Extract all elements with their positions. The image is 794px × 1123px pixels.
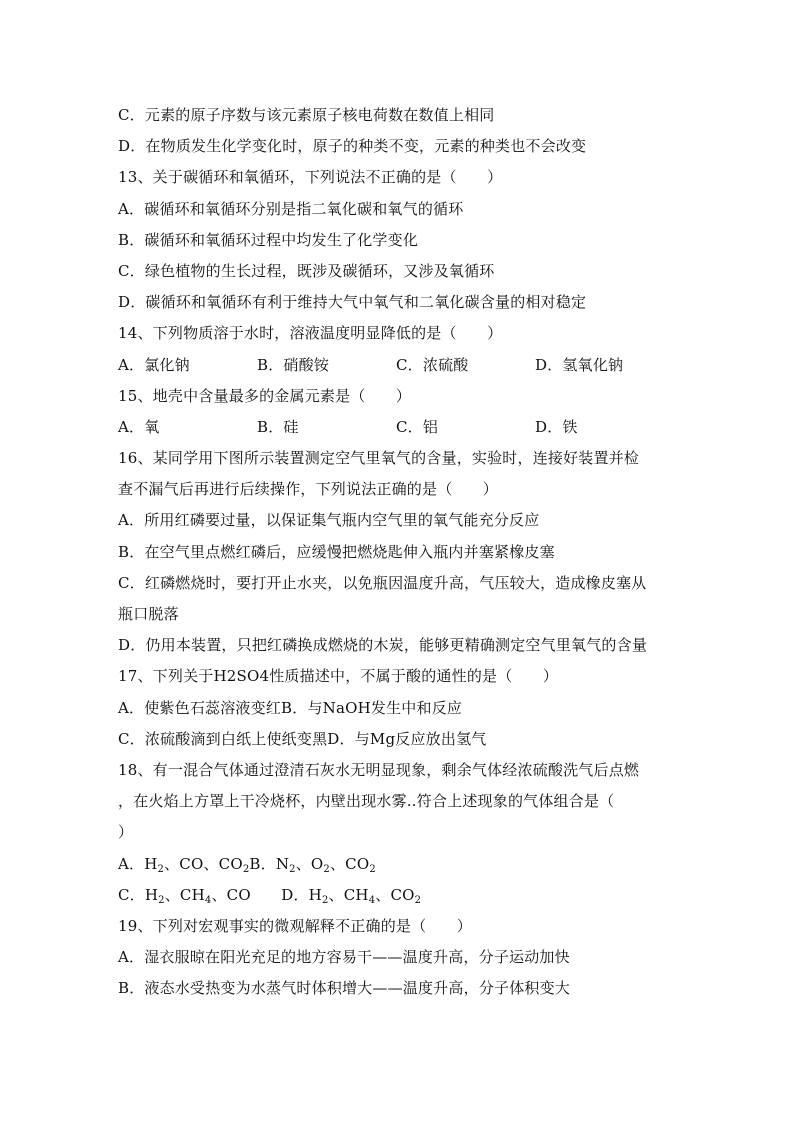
q13-stem: 13、关于碳循环和氧循环，下列说法不正确的是（ ） (118, 168, 503, 187)
q19-option-b: B．液态水受热变为水蒸气时体积增大——温度升高，分子体积变大 (118, 979, 571, 998)
q15-option-c: C．铝 (396, 417, 439, 436)
q15-option-b: B．硅 (257, 417, 299, 436)
q18-stem-line2: ，在火焰上方罩上干冷烧杯，内壁出现水雾..符合上述现象的气体组合是（ (118, 792, 615, 811)
q16-stem-line2: 查不漏气后再进行后续操作，下列说法正确的是（ ） (118, 480, 499, 499)
question-text (118, 100, 678, 1004)
q14-option-a: A．氯化钠 (118, 355, 190, 374)
q16-option-c-line2: 瓶口脱落 (118, 605, 179, 623)
q18-options-cd: C．$H_2$、$CH_4$、CO D．$H_2$、$CH_4$、$CO_2$ (118, 885, 422, 906)
q16-option-d: D．仍用本装置，只把红磷换成燃烧的木炭，能够更精确测定空气里氧气的含量 (118, 636, 648, 655)
q13-option-b: B．碳循环和氧循环过程中均发生了化学变化 (118, 230, 419, 249)
q19-option-a: A．湿衣服晾在阳光充足的地方容易干——温度升高，分子运动加快 (118, 948, 570, 967)
q18-stem-line3: ） (118, 823, 134, 842)
q14-option-b: B．硝酸铵 (257, 355, 330, 374)
q15-option-d: D．铁 (535, 417, 578, 436)
q13-option-a: A．碳循环和氧循环分别是指二氧化碳和氧气的循环 (118, 199, 464, 218)
q14-stem: 14、下列物质溶于水时，溶液温度明显降低的是（ ） (118, 324, 503, 343)
q13-option-c: C．绿色植物的生长过程，既涉及碳循环，又涉及氧循环 (118, 261, 495, 280)
q18-stem-line1: 18、有一混合气体通过澄清石灰水无明显现象，剩余气体经浓硫酸洗气后点燃 (118, 760, 640, 779)
q14-option-d: D．氢氧化钠 (535, 355, 624, 374)
q18-options-ab: A．$H_2$、CO、$CO_2B$．$N_2$、$O_2$、$CO_2$ (118, 854, 376, 875)
q16-option-a: A．所用红磷要过量，以保证集气瓶内空气里的氧气能充分反应 (118, 511, 540, 530)
q16-stem-line1: 16、某同学用下图所示装置测定空气里氧气的含量，实验时，连接好装置并检 (118, 449, 640, 468)
q14-options (118, 350, 678, 381)
q17-stem: 17、下列关于H2SO4性质描述中，不属于酸的通性的是（ ） (118, 667, 559, 686)
q15-option-a: A．氧 (118, 417, 160, 436)
q17-options-cd: C．浓硫酸滴到白纸上使纸变黑D．与Mg反应放出氢气 (118, 729, 487, 748)
q12-option-c: C．元素的原子序数与该元素原子核电荷数在数值上相同 (118, 106, 495, 124)
q12-option-d: D．在物质发生化学变化时，原子的种类不变，元素的种类也不会改变 (118, 137, 587, 156)
q16-option-c-line1: C．红磷燃烧时，要打开止水夹，以免瓶因温度升高，气压较大，造成橡皮塞从 (118, 573, 647, 592)
q16-option-b: B．在空气里点燃红磷后，应缓慢把燃烧匙伸入瓶内并塞紧橡皮塞 (118, 542, 555, 561)
q15-stem: 15、地壳中含量最多的金属元素是（ ） (118, 386, 412, 405)
q17-options-ab: A．使紫色石蕊溶液变红B．与NaOH发生中和反应 (118, 698, 463, 717)
q15-options (118, 412, 678, 443)
q14-option-c: C．浓硫酸 (396, 355, 469, 374)
q19-stem: 19、下列对宏观事实的微观解释不正确的是（ ） (118, 916, 472, 935)
q13-option-d: D．碳循环和氧循环有利于维持大气中氧气和二氧化碳含量的相对稳定 (118, 293, 587, 312)
